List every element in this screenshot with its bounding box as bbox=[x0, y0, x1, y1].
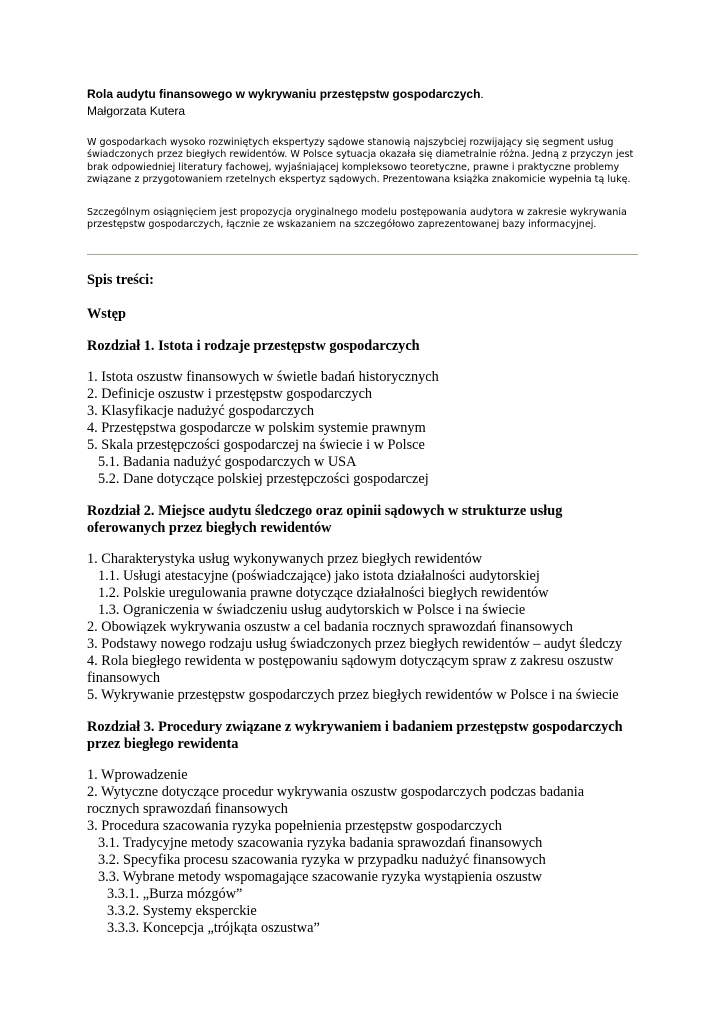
chapter-2-subitem: 1.3. Ograniczenia w świadczeniu usług audytorskich w Polsce i na świecie bbox=[98, 602, 526, 618]
table-of-contents bbox=[87, 272, 647, 937]
book-title-text: Rola audytu finansowego w wykrywaniu przestępstw gospodarczych bbox=[87, 87, 481, 101]
toc-heading: Spis treści: bbox=[87, 272, 154, 288]
chapter-1-item: 5. Skala przestępczości gospodarczej na świecie i w Polsce bbox=[87, 437, 425, 453]
chapter-2-item: 2. Obowiązek wykrywania oszustw a cel badania rocznych sprawozdań finansowych bbox=[87, 619, 573, 635]
chapter-3-subitem: 3.2. Specyfika procesu szacowania ryzyka w przypadku nadużyć finansowych bbox=[98, 852, 546, 868]
chapter-3-subsubitem: 3.3.2. Systemy eksperckie bbox=[107, 903, 257, 919]
chapter-3-item: 2. Wytyczne dotyczące procedur wykrywania oszustw gospodarczych podczas badania rocznych sprawozdań finansowych bbox=[87, 784, 585, 817]
chapter-1-item: 3. Klasyfikacje nadużyć gospodarczych bbox=[87, 403, 315, 419]
chapter-1-item: 4. Przestępstwa gospodarcze w polskim systemie prawnym bbox=[87, 420, 426, 436]
chapter-3-subitem: 3.3. Wybrane metody wspomagające szacowanie ryzyka wystąpienia oszustw bbox=[98, 869, 542, 885]
chapter-2-title: Rozdział 2. Miejsce audytu śledczego oraz opinii sądowych w strukturze usług oferowanych przez biegłych rewidentów bbox=[87, 503, 563, 536]
chapter-3-subsubitem: 3.3.1. „Burza mózgów” bbox=[107, 886, 243, 902]
chapter-1-subitem: 5.1. Badania nadużyć gospodarczych w USA bbox=[98, 454, 357, 470]
chapter-2-item: 1. Charakterystyka usług wykonywanych przez biegłych rewidentów bbox=[87, 551, 483, 567]
chapter-3-item: 1. Wprowadzenie bbox=[87, 767, 188, 783]
toc-intro: Wstęp bbox=[87, 306, 126, 322]
chapter-3-subitem: 3.1. Tradycyjne metody szacowania ryzyka badania sprawozdań finansowych bbox=[98, 835, 543, 851]
chapter-3-subsubitem: 3.3.3. Koncepcja „trójkąta oszustwa” bbox=[107, 920, 320, 936]
chapter-3-item: 3. Procedura szacowania ryzyka popełnienia przestępstw gospodarczych bbox=[87, 818, 502, 834]
chapter-1-subitem: 5.2. Dane dotyczące polskiej przestępczości gospodarczej bbox=[98, 471, 429, 487]
chapter-2-subitem: 1.2. Polskie uregulowania prawne dotyczące działalności biegłych rewidentów bbox=[98, 585, 549, 601]
chapter-1-item: 1. Istota oszustw finansowych w świetle badań historycznych bbox=[87, 369, 439, 385]
description-paragraph-2: Szczególnym osiągnięciem jest propozycja oryginalnego modelu postępowania audytora w zakresie wykrywania przestępstw gospodarczych, łącznie ze wskazaniem na szczegółowo zaprezentowanej bazy informacyjnej. bbox=[87, 207, 627, 231]
chapter-2-item: 5. Wykrywanie przestępstw gospodarczych przez biegłych rewidentów w Polsce i na świecie bbox=[87, 687, 619, 703]
book-title-period: . bbox=[480, 87, 484, 101]
chapter-1-title: Rozdział 1. Istota i rodzaje przestępstw gospodarczych bbox=[87, 338, 420, 354]
chapter-3-title: Rozdział 3. Procedury związane z wykrywaniem i badaniem przestępstw gospodarczych przez biegłego rewidenta bbox=[87, 719, 623, 752]
chapter-1-item: 2. Definicje oszustw i przestępstw gospodarczych bbox=[87, 386, 373, 402]
author-name: Małgorzata Kutera bbox=[87, 104, 186, 118]
chapter-2-item: 3. Podstawy nowego rodzaju usług świadczonych przez biegłych rewidentów – audyt śledczy bbox=[87, 636, 623, 652]
chapter-2-item: 4. Rola biegłego rewidenta w postępowaniu sądowym dotyczącym spraw z zakresu oszustw finansowych bbox=[87, 653, 614, 686]
book-title bbox=[87, 87, 484, 102]
horizontal-divider bbox=[87, 254, 638, 255]
description-paragraph-1: W gospodarkach wysoko rozwiniętych ekspertyzy sądowe stanowią najszybciej rozwijający się segment usług świadczonych przez biegłych rewidentów. W Polsce sytuacja okazała się diametralnie różna. Jedną z przyczyn jest brak odpowiedniej literatury fachowej, wyjaśniającej kompleksowo teoretyczne, prawne i praktyczne problemy związane z przygotowaniem rzetelnych ekspertyz sądowych. Prezentowana książka znakomicie wypełnia tą lukę. bbox=[87, 137, 634, 185]
chapter-2-subitem: 1.1. Usługi atestacyjne (poświadczające) jako istota działalności audytorskiej bbox=[98, 568, 540, 584]
